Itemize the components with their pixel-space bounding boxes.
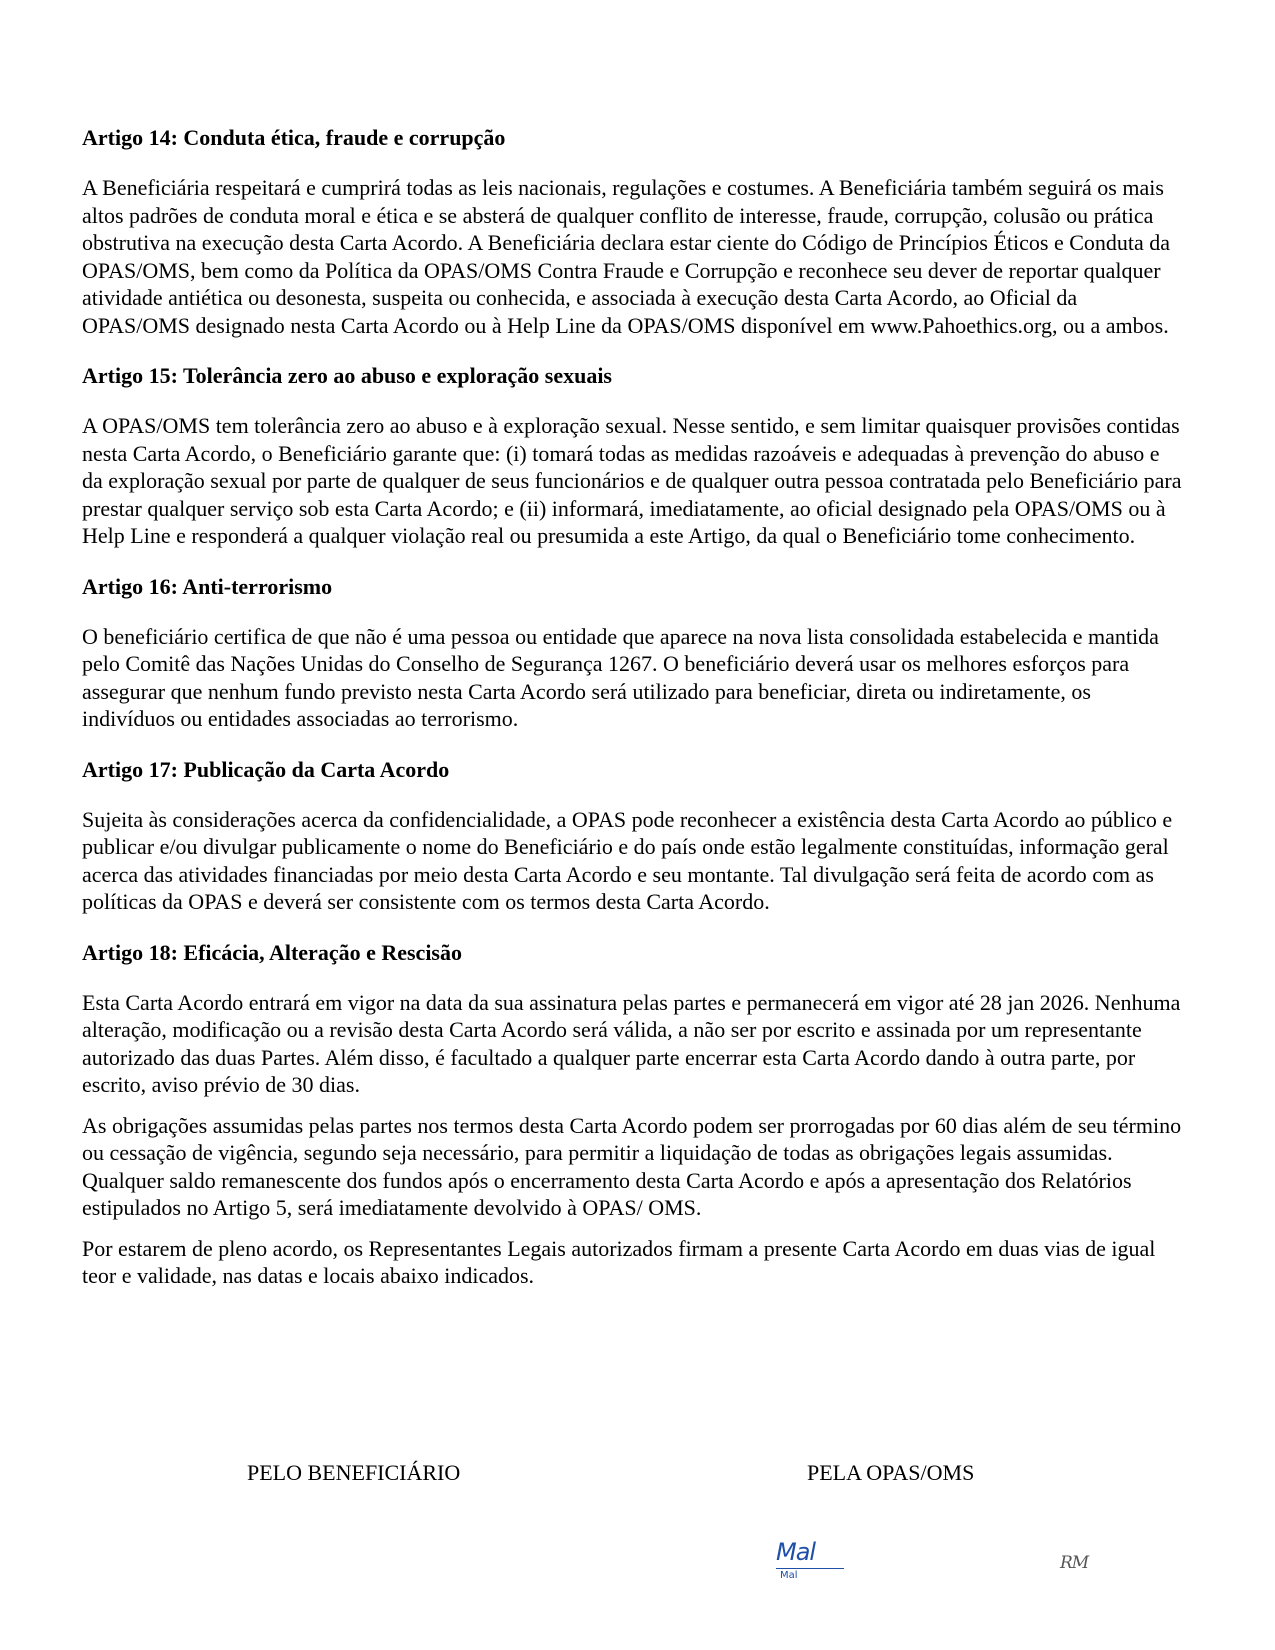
right-initials: RM [1060, 1553, 1089, 1573]
paho-signature-label: PELA OPAS/OMS [807, 1460, 975, 1485]
article-14-heading: Artigo 14: Conduta ética, fraude e corrupção [82, 125, 506, 150]
initials-underline [776, 1568, 844, 1569]
handwritten-initials [776, 1538, 866, 1588]
article-16-paragraph: O beneficiário certifica de que não é uma pessoa ou entidade que aparece na nova lista consolidada estabelecida e mantida pelo Comitê das Nações Unidas do Conselho de Segurança 1267. O beneficiário deverá usar os melhores esforços para assegurar que nenhum fundo previsto nesta Carta Acordo será utilizado para beneficiar, direta ou indiretamente, os indivíduos ou entidades associadas ao terrorismo. [82, 623, 1159, 731]
initials-signature: Mal [776, 1538, 816, 1566]
article-18-paragraph-1: Esta Carta Acordo entrará em vigor na data da sua assinatura pelas partes e permanecerá em vigor até 28 jan 2026. Nenhuma alteração, modificação ou a revisão desta Carta Acordo será válida, a não ser por escrito e assinada por um representante autorizado das duas Partes. Além disso, é facultado a qualquer parte encerrar esta Carta Acordo dando à outra parte, por escrito, aviso prévio de 30 dias. [82, 989, 1181, 1097]
document-body [82, 124, 1182, 1313]
article-15-heading: Artigo 15: Tolerância zero ao abuso e exploração sexuais [82, 363, 612, 388]
article-18-heading: Artigo 18: Eficácia, Alteração e Rescisão [82, 939, 462, 965]
article-17-heading: Artigo 17: Publicação da Carta Acordo [82, 756, 450, 782]
article-18-paragraph-2: As obrigações assumidas pelas partes nos termos desta Carta Acordo podem ser prorrogadas por 60 dias além de seu término ou cessação de vigência, segundo seja necessário, para permitir a liquidação de todas as obrigações legais assumidas. Qualquer saldo remanescente dos fundos após o encerramento desta Carta Acordo e após a apresentação dos Relatórios estipulados no Artigo 5, será imediatamente devolvido à OPAS/ OMS. [82, 1112, 1182, 1220]
article-16-heading: Artigo 16: Anti-terrorismo [82, 573, 333, 599]
article-18-paragraph-3: Por estarem de pleno acordo, os Representantes Legais autorizados firmam a presente Carta Acordo em duas vias de igual teor e validade, nas datas e locais abaixo indicados. [82, 1235, 1156, 1288]
initials-caption: Mal [780, 1570, 798, 1581]
article-14-paragraph: A Beneficiária respeitará e cumprirá todas as leis nacionais, regulações e costumes. A Beneficiária também seguirá os mais altos padrões de conduta moral e ética e se absterá de qualquer conflito de interesse, fraude, corrupção, colusão ou prática obstrutiva na execução desta Carta Acordo. A Beneficiária declara estar ciente do Código de Princípios Éticos e Conduta da OPAS/OMS, bem como da Política da OPAS/OMS Contra Fraude e Corrupção e reconhece seu dever de reportar qualquer atividade antiética ou desonesta, suspeita ou conhecida, e associada à execução desta Carta Acordo, ao Oficial da OPAS/OMS designado nesta Carta Acordo ou à Help Line da OPAS/OMS disponível em www.Pahoethics.org, ou a ambos. [82, 175, 1171, 338]
beneficiary-signature-label: PELO BENEFICIÁRIO [247, 1460, 461, 1485]
article-17-paragraph: Sujeita às considerações acerca da confidencialidade, a OPAS pode reconhecer a existência desta Carta Acordo ao público e publicar e/ou divulgar publicamente o nome do Beneficiário e do país onde estão legalmente constituídas, informação geral acerca das atividades financiadas por meio desta Carta Acordo e seu montante. Tal divulgação será feita de acordo com as políticas da OPAS e deverá ser consistente com os termos desta Carta Acordo. [82, 806, 1173, 914]
signature-labels [0, 1460, 1275, 1490]
article-15-paragraph: A OPAS/OMS tem tolerância zero ao abuso e à exploração sexual. Nesse sentido, e sem limitar quaisquer provisões contidas nesta Carta Acordo, o Beneficiário garante que: (i) tomará todas as medidas razoáveis e adequadas à prevenção do abuso e da exploração sexual por parte de qualquer de seus funcionários e de qualquer outra pessoa contratada pelo Beneficiário para prestar qualquer serviço sob esta Carta Acordo; e (ii) informará, imediatamente, ao oficial designado pela OPAS/OMS ou à Help Line e responderá a qualquer violação real ou presumida a este Artigo, da qual o Beneficiário tome conhecimento. [82, 413, 1182, 548]
